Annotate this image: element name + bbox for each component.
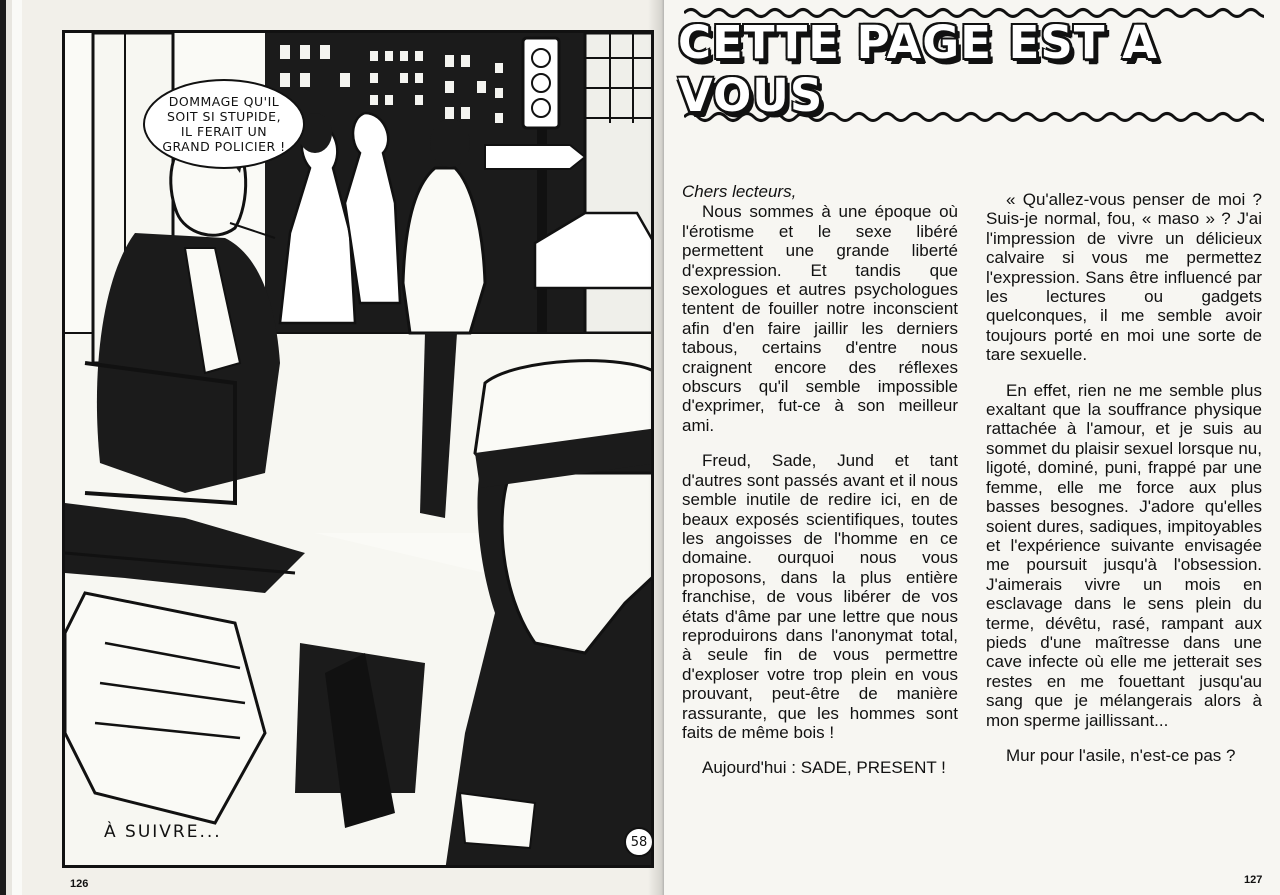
- page-title: CETTE PAGE EST A VOUS: [678, 16, 1158, 122]
- paragraph: « Qu'allez-vous penser de moi ? Suis-je normal, fou, « maso » ? J'ai l'impression de vivre un délicieux calvaire si vous me permettez l'expression. Sans être influencé par les lectures ou gadgets quelconques, il me semble avoir toujours porté en moi une sorte de tare sexuelle.: [986, 190, 1262, 365]
- balloon-line-3: IL FERAIT UN: [180, 124, 268, 139]
- right-page: [664, 0, 1280, 895]
- salutation: Chers lecteurs,: [682, 182, 797, 201]
- panel-number-badge: 58: [624, 827, 654, 857]
- comic-panel: [62, 30, 654, 868]
- paragraph: Mur pour l'asile, n'est-ce pas ?: [1006, 745, 1236, 765]
- article-column-2: [986, 190, 1262, 765]
- paragraph: En effet, rien ne me semble plus exaltant que la souffrance physique rattachée à l'amour, et je suis au sommet du plaisir sexuel lorsque nu, ligoté, dominé, puni, frappé par une femme, elle me force aux plus basses besognes. J'adore qu'elles soient dures, sadiques, impitoyables et l'expérience suivante envisagée me poursuit jusqu'à l'obsession. J'aimerais vivre un mois en esclavage dans le sens plein du terme, dévêtu, rasé, rampant aux pieds d'une maîtresse dans une cave infecte où elle me jetterait ses restes en me fouettant jusqu'au sang que je mélangerais alors à mon sperme jaillissant...: [986, 380, 1262, 730]
- speech-balloon: [143, 79, 305, 169]
- to-be-continued-caption: À SUIVRE...: [104, 822, 222, 842]
- comic-illustration: [65, 33, 654, 868]
- paragraph: Freud, Sade, Jund et tant d'autres sont passés avant et il nous semble inutile de redire ici, en de beaux exposés scientifiques, toutes les angoisses de l'homme en ce domaine. ourquoi nous vous proposons, dans la plus entière franchise, de vous libérer de vos états d'âme par une lettre que nous reproduirons dans l'anonymat total, à seule fin de vous permettre d'exploser votre trop plein en vous prouvant, peut-être de manière rassurante, que les hommes sont faits de même bois !: [682, 451, 958, 742]
- balloon-line-1: DOMMAGE QU'IL: [168, 94, 280, 109]
- right-page-number: 127: [1244, 874, 1263, 886]
- balloon-line-2: SOIT SI STUPIDE,: [166, 109, 282, 124]
- balloon-line-4: GRAND POLICIER !: [162, 139, 286, 154]
- decorative-border-bottom: [684, 110, 1264, 124]
- left-page-number: 126: [70, 878, 89, 890]
- article-column-1: [682, 182, 958, 778]
- paragraph: Aujourd'hui : SADE, PRESENT !: [702, 758, 946, 778]
- page-edge: [0, 0, 30, 895]
- paragraph: Nous sommes à une époque où l'érotisme et le sexe libéré permettent une grande liberté d'expression. Et tandis que sexologues et autres psychologues tentent de fouiller notre inconscient afin d'en faire jaillir les derniers tabous, certains d'entre nous craignent encore des réflexes obscurs qu'il semble impossible d'exprimer, fut-ce à son meilleur ami.: [682, 202, 958, 435]
